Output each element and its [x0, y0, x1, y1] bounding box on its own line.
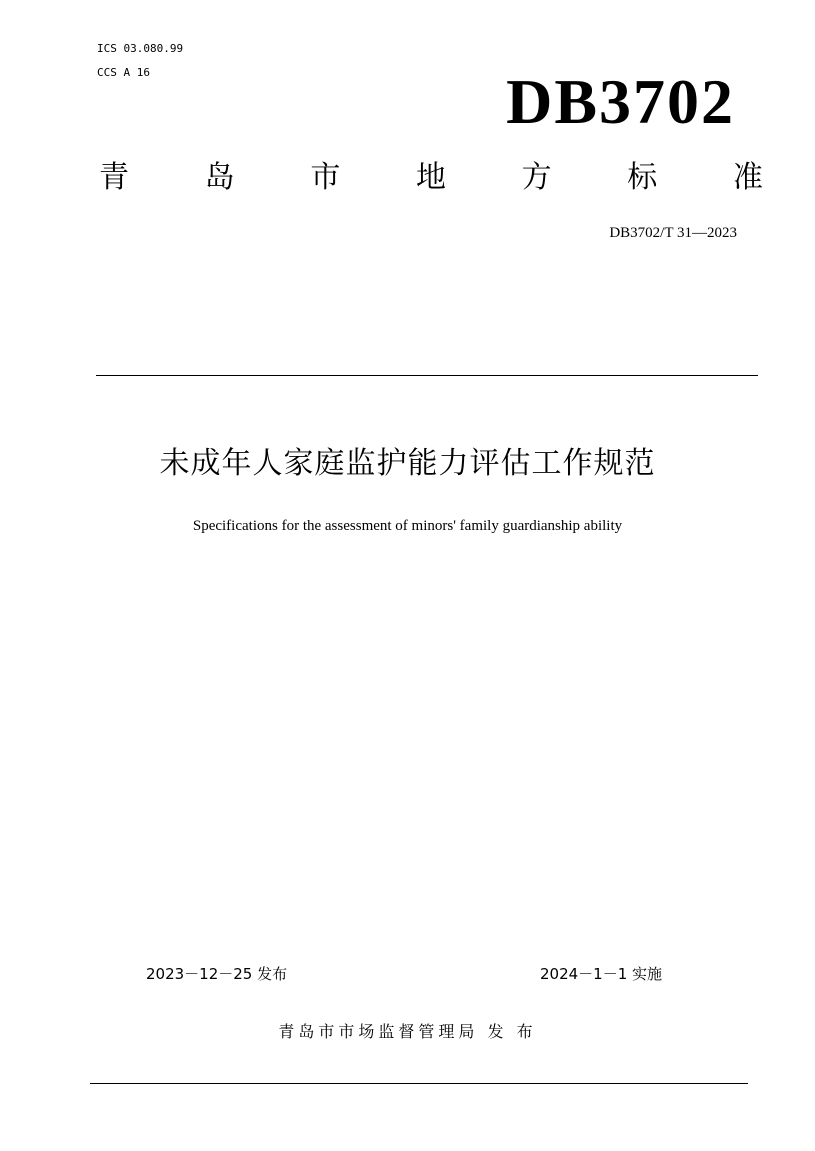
- standard-type-char: 市: [310, 160, 341, 195]
- standard-type-heading: [99, 156, 763, 200]
- standard-type-char: 准: [732, 160, 763, 195]
- document-title-english: Specifications for the assessment of minors' family guardianship ability: [192, 518, 623, 534]
- bottom-divider: [90, 1083, 748, 1084]
- standard-type-char: 地: [415, 160, 446, 195]
- ics-code: ICS 03.080.99: [97, 42, 184, 55]
- issuing-authority: 青岛市市场监督管理局 发 布: [278, 1022, 537, 1041]
- implementation-date: 2024－1－1 实施: [540, 965, 663, 983]
- top-divider: [96, 375, 758, 376]
- ccs-code: CCS A 16: [97, 66, 150, 79]
- standard-logo: DB3702: [506, 66, 735, 137]
- standard-number: DB3702/T 31—2023: [609, 225, 737, 241]
- standard-type-char: 青: [99, 160, 129, 195]
- document-title-chinese: 未成年人家庭监护能力评估工作规范: [159, 446, 656, 481]
- standard-type-char: 岛: [204, 160, 235, 195]
- issue-date: 2023－12－25 发布: [146, 965, 288, 983]
- standard-type-char: 方: [521, 160, 552, 195]
- standard-type-char: 标: [627, 160, 658, 195]
